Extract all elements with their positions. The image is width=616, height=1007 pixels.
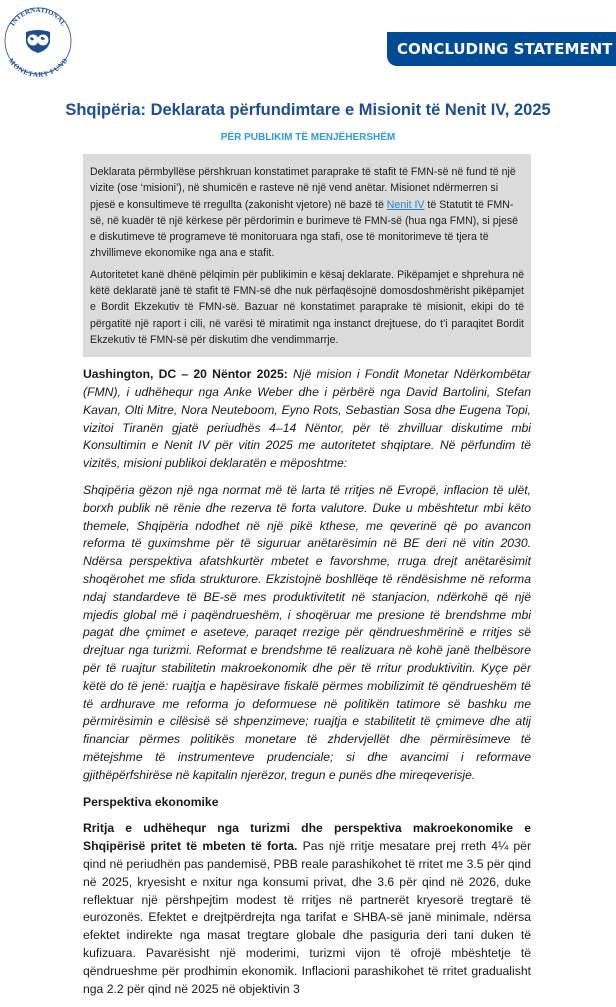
statement-body [83,366,531,998]
logo-text-top: INTERNATIONAL [8,5,68,28]
logo-text-bottom: MONETARY FUND [6,56,70,78]
imf-logo [4,2,72,78]
section-heading-economic-outlook: Perspektiva ekonomike [83,794,219,809]
svg-text:MONETARY FUND [7,57,70,78]
intro-text: Një mision i Fondit Monetar Ndërkombëtar (FMN), i udhëhequr nga Anke Weber dhe i përbërë nga David Bartolini, Stefan Kavan, Olti Mitre, Nora Neuteboom, Eyno Rots, Sebastian Sosa dhe Eugena Topi, vizitoi Tiranën gjatë periudhës 4–14 Nëntor, për të zhvilluar diskutime mbi Konsultimin e Nenit IV për vitin 2025 me autoritetet shqiptare. Në përfundim të vizitës, misioni publikoi deklaratën e mëposhtme: [83,367,531,471]
outlook-lead: Rritja e udhëhequr nga turizmi dhe perspektiva makroekonomike e Shqipërisë pritet të mbeten të forta. [83,821,531,854]
disclaimer-paragraph-2: Autoritetet kanë dhënë pëlqimin për publikimin e kësaj deklarate. Pikëpamjet e shprehura në këtë deklaratë janë të stafit të FMN-së dhe nuk përfaqësojnë domosdoshmërisht pikëpamjet e Bordit Ekzekutiv të FMN-së. Bazuar në konstatimet paraprake të misionit, ekipi do të përgatitë një raport i cili, në varësi të miratimit nga instanct drejtuese, do t’i paraqitet Bordit Ekzekutiv të FMN-së për diskutim dhe vendimmarrje. [90,268,524,346]
disclaimer-text: të Statutit të FMN-së, në kuadër të një kërkese për përdorimin e burimeve të FMN-së (hua nga FMN), si pjesë e diskutimeve të programeve të monitoruara nga stafi, ose të monitorimeve të tjera të zhvillimeve ekonomike nga ana e stafit. [90,198,519,260]
svg-text:INTERNATIONAL [8,6,67,28]
page-header [0,0,616,92]
disclaimer-box [83,154,531,357]
outlook-paragraph [83,820,531,998]
dateline: Uashington, DC – 20 Nëntor 2025: [83,367,288,382]
document-title: Shqipëria: Deklarata përfundimtare e Misionit të Nenit IV, 2025 [65,101,551,119]
article-iv-link[interactable]: Nenit IV [386,198,425,211]
concluding-statement-banner: CONCLUDING STATEMENT [387,32,616,66]
disclaimer-text: Deklarata përmbyllëse përshkruan konstatimet paraprake të stafit të FMN-së në fund të një vizite (ose ‘misioni’), në shumicën e rasteve në një vend anëtar. Misionet ndërmerren si pjesë e konsultimeve të rregullta (zakonisht vjetore) në bazë të [90,166,516,211]
disclaimer-paragraph-1 [90,164,524,262]
intro-paragraph [83,366,531,473]
summary-paragraph: Shqipëria gëzon një nga normat më të larta të rritjes në Evropë, inflacion të ulët, borxh publik në rënie dhe rezerva të forta valutore. Duke u mbështetur mbi këto themele, Shqipëria ndodhet në një pikë kthese, me qeverinë që po avancon reforma të guximshme për të siguruar anëtarësimin në BE deri në vitin 2030. Ndërsa perspektiva afatshkurtër mbetet e favorshme, rruga drejt anëtarësimit shoqërohet me sfida strukturore. Ekzistojnë boshllëqe të rëndësishme në reforma ndaj standardeve të BE-së mes produktivitetit në stanjacion, ndërkohë që një mjedis global më i paqëndrueshëm, i shoqëruar me presione të brendshme mbi pagat dhe çmimet e aseteve, paraqet rrezige për qëndrueshmërinë e rritjes së drejtuar nga turizmi. Reformat e brendshme të realizuara në kohë janë thelbësore për të ruajtur stabilitetin makroekonomik dhe për të rritur produktivitin. Kyçe për këtë do të jenë: ruajtja e hapësirave fiskalë përmes mobilizimit të qëndrueshëm të të ardhurave me reforma jo deformuese në politikën tatimore së bashku me përmirësimin e cilësisë së shpenzimeve; ruajtja e stabilitetit të çmimeve dhe atij financiar përmes politikës monetare të zhdervjellët dhe përmirësimeve të mëtejshme të instrumenteve prudenciale; si dhe avancimi i reformave gjithëpërfshirëse në kapitalin njerëzor, tregun e punës dhe mireqeverisje. [83,483,531,782]
release-subtitle: PËR PUBLIKIM TË MENJËHERSHËM [220,132,396,143]
outlook-text: Pas një rritje mesatare prej rreth 4¼ për qind në periudhën pas pandemisë, PBB reale parashikohet të rritet me 3.5 për qind në 2025, kryesisht e nxitur nga konsumi privat, dhe 3.6 për qind në 2026, duke reflektuar një përshpejtim modest të rritjes në partnerët kryesorë tregtarë të eurozonës. Efektet e drejtpërdrejta nga tarifat e SHBA-së janë minimale, ndërsa efektet indirekte nga masat tregtare globale dhe pasiguria deri tani duken të kufizuara. Pavarësisht një moderimi, turizmi vijon të ofrojë mbështetje të qëndrueshme për prodhimin ekonomik. Inflacioni parashikohet të rritet gradualisht nga 2.2 për qind në 2025 në objektivin 3 [83,839,531,996]
